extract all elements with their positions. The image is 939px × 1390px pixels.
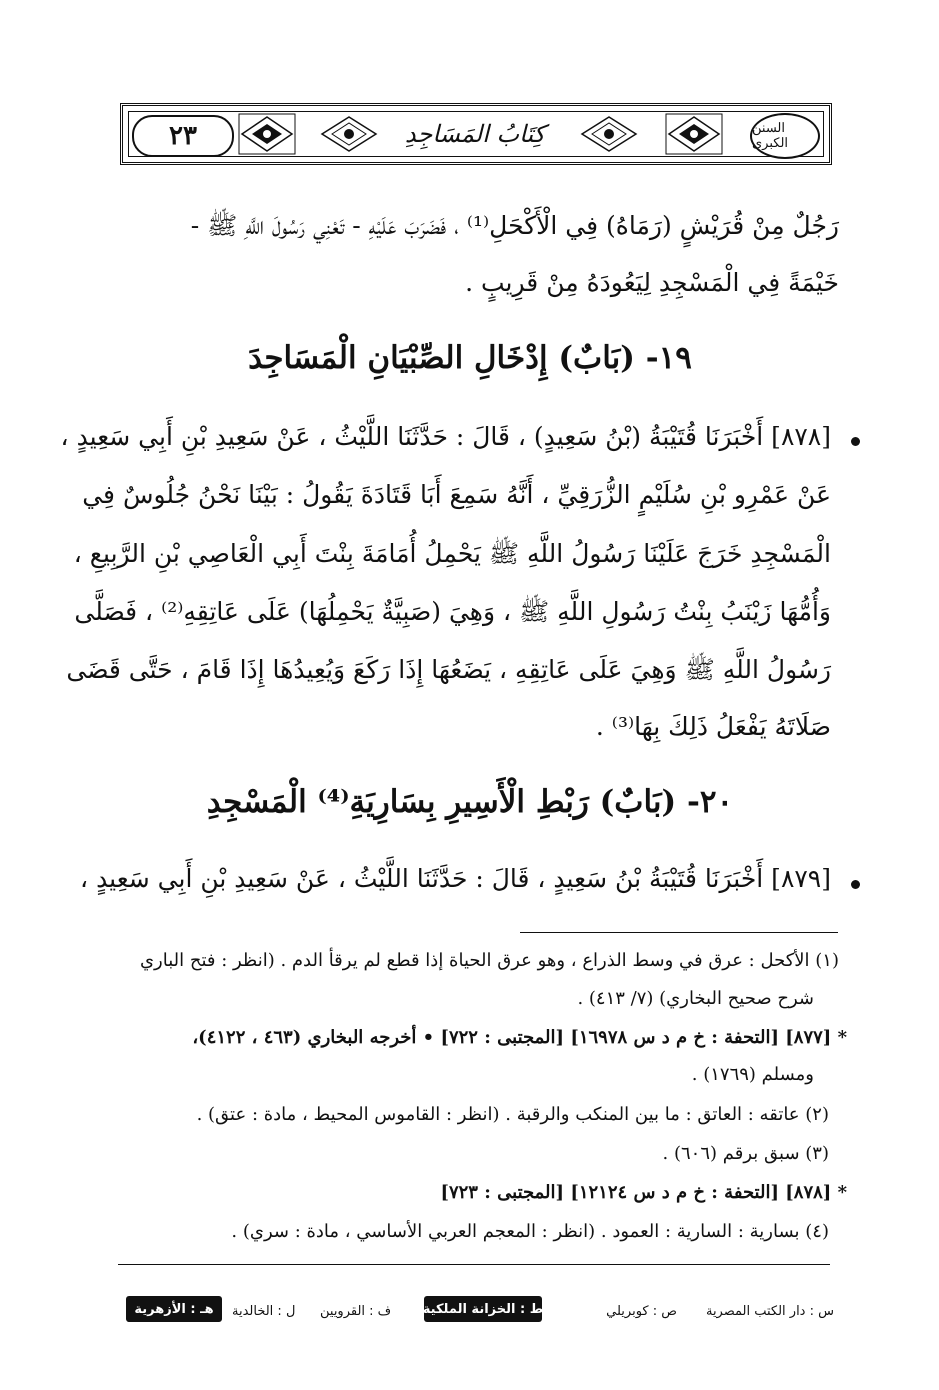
text-line: خَيْمَةً فِي الْمَسْجِدِ لِيَعُودَهُ مِنْ قَرِيبٍ . (465, 268, 839, 297)
footnote-line: * [٨٧٨] [التحفة : خ م د س ١٢١٢٤] [المجتبى : ٧٢٣] (440, 1182, 847, 1203)
footnote-line: * [٨٧٧] [التحفة : خ م د س ١٦٩٧٨] [المجتبى : ٧٢٢] • أخرجه البخاري (٤٦٣ ، ٤١٢٢)، (192, 1027, 847, 1048)
footnote-line: ومسلم (١٧٦٩) . (691, 1064, 814, 1085)
section-heading: ١٩- (بَابٌ) إِدْخَالِ الصِّبْيَانِ الْمَسَاجِدَ (248, 340, 692, 376)
ornament-right-icon (665, 113, 723, 155)
legend-box: ط : الخزانة الملكية (424, 1296, 542, 1322)
hadith-bullet (851, 437, 860, 446)
legend-item: ل : الخالدية (232, 1304, 296, 1319)
hadith-line: وَأُمُّهَا زَيْنَبُ بِنْتُ رَسُولِ اللَّهِ ﷺ ، وَهِيَ (صَبِيَّةٌ يَحْمِلُهَا) عَلَى عَاتِقِهِ⁽²⁾ ، فَصَلَّى (74, 597, 831, 626)
section-heading: ٢٠- (بَابٌ) رَبْطِ الْأَسِيرِ بِسَارِيَةِ⁽⁴⁾ الْمَسْجِدِ (206, 784, 734, 820)
hadith-line: رَسُولُ اللَّهِ ﷺ وَهِيَ عَلَى عَاتِقِهِ ، يَضَعُهَا إِذَا رَكَعَ وَيُعِيدُهَا إِذَا قَامَ ، حَتَّى قَضَى (66, 655, 831, 684)
ornament-mid-left-icon (320, 113, 378, 155)
text-line: رَجُلٌ مِنْ قُرَيْشٍ (رَمَاهُ) فِي الْأَكْحَلِ⁽¹⁾ ، فَضَرَبَ عَلَيْهِ - تَعْنِي رَسُولَ اللَّهِ ﷺ - (190, 211, 839, 240)
hadith-bullet (851, 880, 860, 889)
book-logo: السنن الكبرى (750, 113, 820, 159)
ornament-left-icon (238, 113, 296, 155)
hadith-line: عَنْ عَمْرِو بْنِ سُلَيْمٍ الزُّرَقِيِّ ، أَنَّهُ سَمِعَ أَبَا قَتَادَةَ يَقُولُ : بَيْنَا نَحْنُ جُلُوسٌ فِي (82, 480, 831, 509)
page-number: ٢٣ (132, 115, 234, 157)
footnote-line: (٣) سبق برقم (٦٠٦) . (662, 1143, 829, 1164)
legend-item: ص : كوبريلي (606, 1304, 677, 1319)
legend-item: ف : القرويين (320, 1304, 392, 1319)
footnote-line: (١) الأكحل : عرق في وسط الذراع ، وهو عرق الحياة إذا قطع لم يرقأ الدم . (انظر : فتح الباري (139, 950, 839, 971)
footnote-line: (٢) عاتقه : العاتق : ما بين المنكب والرقبة . (انظر : القاموس المحيط ، مادة : عتق) . (196, 1104, 829, 1125)
legend-item: س : دار الكتب المصرية (705, 1304, 834, 1319)
ornament-mid-right-icon (580, 113, 638, 155)
book-title: كِتَابُ المَسَاجِدِ (404, 120, 546, 148)
hadith-line: صَلَاتَهُ يَفْعَلُ ذَلِكَ بِهَا⁽³⁾ . (595, 712, 831, 741)
footnote-separator (520, 932, 838, 933)
hadith-line: [٨٧٩] أَخْبَرَنَا قُتَيْبَةُ بْنُ سَعِيدٍ ، قَالَ : حَدَّثَنَا اللَّيْثُ ، عَنْ سَعِيدِ بْنِ أَبِي سَعِيدٍ ، (80, 864, 831, 893)
legend-box: هـ : الأزهرية (126, 1296, 222, 1322)
footnote-line: شرح صحيح البخاري) (٧/ ٤١٣) . (577, 988, 814, 1009)
hadith-line: [٨٧٨] أَخْبَرَنَا قُتَيْبَةُ (بْنُ سَعِيدٍ) ، قَالَ : حَدَّثَنَا اللَّيْثُ ، عَنْ سَعِيدِ بْنِ أَبِي سَعِيدٍ ، (60, 422, 831, 451)
hadith-line: الْمَسْجِدِ خَرَجَ عَلَيْنَا رَسُولُ اللَّهِ ﷺ يَحْمِلُ أُمَامَةَ بِنْتَ أَبِي الْعَاصِي بْنِ الرَّبِيعِ ، (73, 539, 831, 568)
footnote-line: (٤) بسارية : السارية : العمود . (انظر : المعجم العربي الأساسي ، مادة : سري) . (231, 1221, 829, 1242)
page-header (120, 103, 832, 165)
footer-rule (118, 1264, 830, 1265)
